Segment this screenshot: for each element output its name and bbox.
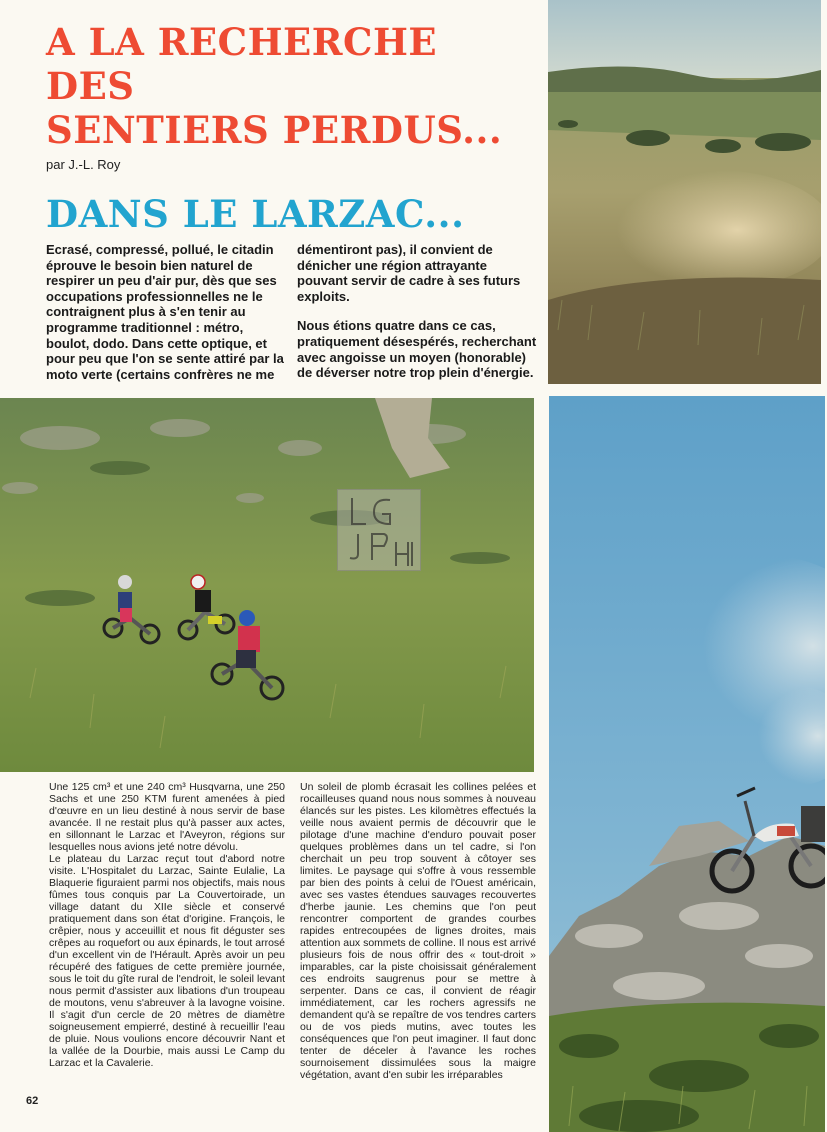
article-title [46, 20, 526, 152]
title-line: DES [46, 64, 135, 108]
body-right-column [300, 781, 536, 1081]
body-paragraph: Une 125 cm³ et une 240 cm³ Husqvarna, une 250 Sachs et une 250 KTM furent amenées à pied d'œuvre en un lieu destiné à nous servir de base avancée. Il ne restait plus qu'à passer aux actes, en sillonnant le Larzac et l'Aveyron, régions sur lesquelles nous avions jeté notre dévolu. [49, 781, 285, 853]
watermark-logo [337, 489, 421, 571]
intro-left-column [46, 242, 284, 382]
body-paragraph: Le plateau du Larzac reçut tout d'abord notre visite. L'Hospitalet du Larzac, Sainte Eulalie, La Blaquerie figuraient parmi nos objectifs, mais nous fûmes tous conquis par La Couvertoirade, un village datant du XIIe siècle et conservé pratiquement dans son état d'origine. François, le crêpier, nous y acceuillit et nous fit déguster ses crêpes au roquefort ou aux épinards, le tout arrosé d'un excellent vin de l'Hérault. Après avoir un peu récupéré des fatigues de cette première journée, sous le toit du gîte rural de l'endroit, le soleil levant nous permit d'assister aux libations d'un troupeau de moutons, venu s'abreuver à la lavogne voisine. Il s'agit d'un cercle de 20 mètres de diamètre soigneusement empierré, destiné à recueillir l'eau de pluie. Nous voulions encore découvrir Nant et la vallée de la Dourbie, mais aussi Le Camp du Larzac et la Cavalerie. [49, 853, 285, 1069]
motorbike-on-rock-photo [549, 396, 825, 1132]
intro-paragraph: démentiront pas), il convient de dénicher une région attrayante pouvant servir de cadre à ses futurs exploits. [297, 242, 521, 304]
landscape-photo [548, 0, 821, 384]
body-paragraph: Un soleil de plomb écrasait les collines pelées et rocailleuses quand nous nous sommes à nouveau élancés sur les pistes. Les kilomètres effectués la veille nous avaient permis de découvrir que le pilotage d'une machine d'enduro pouvait poser quelques problèmes dans un tel cadre, si l'on cherchait un peu trop souvent à côtoyer ses limites. Le paysage qui s'offre à vous ressemble par bien des points à celui de l'Ouest américain, avec ses vastes étendues sauvages recouvertes d'herbe jaunie. Les chemins que l'on peut rencontrer comportent de grandes courbes rapides entrecoupées de lignes droites, mais attention aux sommets de colline. Il nous est arrivé plusieurs fois de nous offrir des « tout-droit » imparables, car la piste choisissait généralement ces endroits saugrenus pour se mettre à serpenter. Dans ce cas, il convient de réagir immédiatement, car les rochers agressifs ne demandent qu'à se repaître de vos tendres carters ou de vos pieds mutins, avec toutes les conséquences que l'on peut imaginer. Il faut donc tenter de déceler à l'avance les roches sournoisement dissimulées sous la maigre végétation, avant d'en subir les irréparables [300, 781, 536, 1081]
article-subtitle: DANS LE LARZAC... [46, 192, 465, 236]
title-line: SENTIERS PERDUS... [46, 108, 503, 152]
page-number: 62 [26, 1095, 39, 1107]
title-line: A LA RECHERCHE [46, 20, 438, 64]
body-left-column [49, 781, 285, 1069]
byline: par J.-L. Roy [46, 157, 121, 172]
riders-photo [0, 398, 534, 772]
intro-paragraph: Ecrasé, compressé, pollué, le citadin éprouve le besoin bien naturel de respirer un peu d'air pur, dès que ses occupations professionnelles ne le contraignent plus à s'en tenir au programme traditionnel : métro, boulot, dodo. Dans cette optique, et pour peu que l'on se sente attiré par la moto verte (certains confrères ne me [46, 242, 284, 382]
intro-right-column [297, 242, 537, 381]
intro-paragraph: Nous étions quatre dans ce cas, pratiquement désespérés, recherchant avec angoisse un moyen (honorable) de déverser notre trop plein d'énergie. [297, 318, 537, 381]
